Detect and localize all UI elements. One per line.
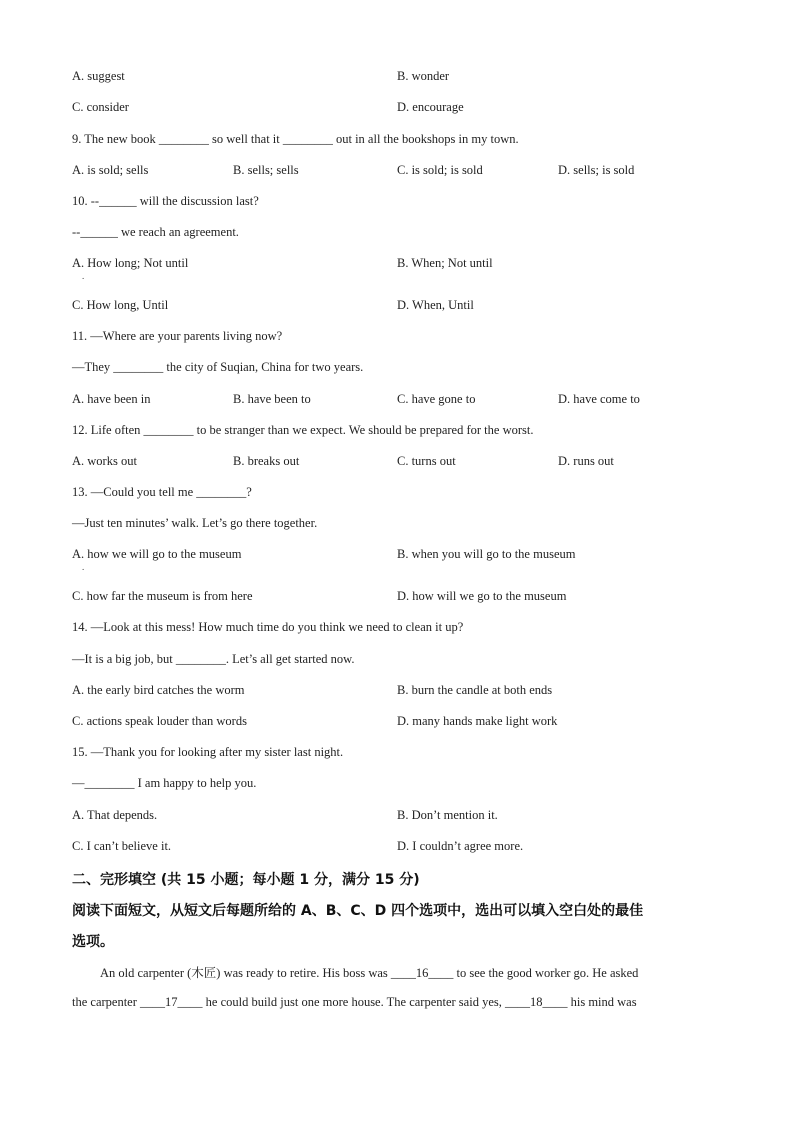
- q8-option-c: C. consider: [72, 100, 129, 114]
- passage-text: to see the good worker go. He asked: [453, 966, 639, 980]
- q11-stem-answer: —They ________ the city of Suqian, China for two years.: [72, 360, 364, 374]
- q14-option-c: C. actions speak louder than words: [72, 714, 247, 728]
- q13-option-c: C. how far the museum is from here: [72, 589, 253, 603]
- q9-stem: 9. The new book ________ so well that it ________ out in all the bookshops in my town.: [72, 132, 519, 146]
- q11-option-a: A. have been in: [72, 392, 151, 406]
- passage-text: he could build just one more house. The carpenter said yes,: [202, 995, 505, 1009]
- q10-stem-answer: --______ we reach an agreement.: [72, 225, 239, 239]
- q8-option-a: A. suggest: [72, 69, 125, 83]
- q15-option-a: A. That depends.: [72, 808, 158, 822]
- q14-option-d: D. many hands make light work: [397, 714, 558, 728]
- passage-line-2: [72, 995, 637, 1010]
- q15-stem-answer: —________ I am happy to help you.: [72, 776, 257, 790]
- section-heading: 二、完形填空 (共 15 小题；每小题 1 分，满分 15 分): [72, 872, 420, 888]
- q14-stem-answer: —It is a big job, but ________. Let’s all get started now.: [72, 652, 355, 666]
- q9-option-a: A. is sold; sells: [72, 163, 149, 177]
- passage-line-1: [100, 963, 638, 981]
- q10-option-a: A. How long; Not until: [72, 256, 189, 270]
- q15-option-d: D. I couldn’t agree more.: [397, 839, 524, 853]
- q13-option-b: B. when you will go to the museum: [397, 547, 576, 561]
- passage-text: An old carpenter (木匠) was ready to retire. His boss was: [100, 966, 391, 980]
- q14-option-b: B. burn the candle at both ends: [397, 683, 553, 697]
- q11-option-d: D. have come to: [558, 392, 640, 406]
- q9-option-b: B. sells; sells: [233, 163, 299, 177]
- stray-dot-mark: .: [82, 562, 85, 572]
- blank-17: ____17____: [140, 995, 203, 1009]
- blank-16: ____16____: [390, 966, 454, 980]
- passage-text: his mind was: [567, 995, 637, 1009]
- q15-option-b: B. Don’t mention it.: [397, 808, 498, 822]
- q13-stem-question: 13. —Could you tell me ________?: [72, 485, 252, 499]
- q8-option-b: B. wonder: [397, 69, 450, 83]
- q13-option-a: A. how we will go to the museum: [72, 547, 242, 561]
- q12-option-d: D. runs out: [558, 454, 614, 468]
- blank-18: ____18____: [504, 995, 568, 1009]
- passage-text: the carpenter: [72, 995, 141, 1009]
- stray-dot-mark: .: [82, 271, 85, 281]
- q11-stem-question: 11. —Where are your parents living now?: [72, 329, 283, 343]
- q12-option-a: A. works out: [72, 454, 137, 468]
- q14-option-a: A. the early bird catches the worm: [72, 683, 245, 697]
- section-instruction-line2: 选项。: [72, 934, 114, 950]
- q10-option-b: B. When; Not until: [397, 256, 493, 270]
- section-instruction-line1: 阅读下面短文，从短文后每题所给的 A、B、C、D 四个选项中，选出可以填入空白处的最佳: [72, 903, 644, 919]
- q12-stem: 12. Life often ________ to be stranger than we expect. We should be prepared for the worst.: [72, 423, 534, 437]
- q10-option-c: C. How long, Until: [72, 298, 169, 312]
- q14-stem-question: 14. —Look at this mess! How much time do you think we need to clean it up?: [72, 620, 464, 634]
- q11-option-b: B. have been to: [233, 392, 311, 406]
- q10-stem-question: 10. --______ will the discussion last?: [72, 194, 259, 208]
- q12-option-b: B. breaks out: [233, 454, 300, 468]
- q15-option-c: C. I can’t believe it.: [72, 839, 172, 853]
- q10-option-d: D. When, Until: [397, 298, 474, 312]
- q15-stem-question: 15. —Thank you for looking after my sister last night.: [72, 745, 344, 759]
- q8-option-d: D. encourage: [397, 100, 464, 114]
- q13-stem-answer: —Just ten minutes’ walk. Let’s go there together.: [72, 516, 318, 530]
- q11-option-c: C. have gone to: [397, 392, 476, 406]
- q9-option-c: C. is sold; is sold: [397, 163, 483, 177]
- q9-option-d: D. sells; is sold: [558, 163, 635, 177]
- q12-option-c: C. turns out: [397, 454, 456, 468]
- q13-option-d: D. how will we go to the museum: [397, 589, 567, 603]
